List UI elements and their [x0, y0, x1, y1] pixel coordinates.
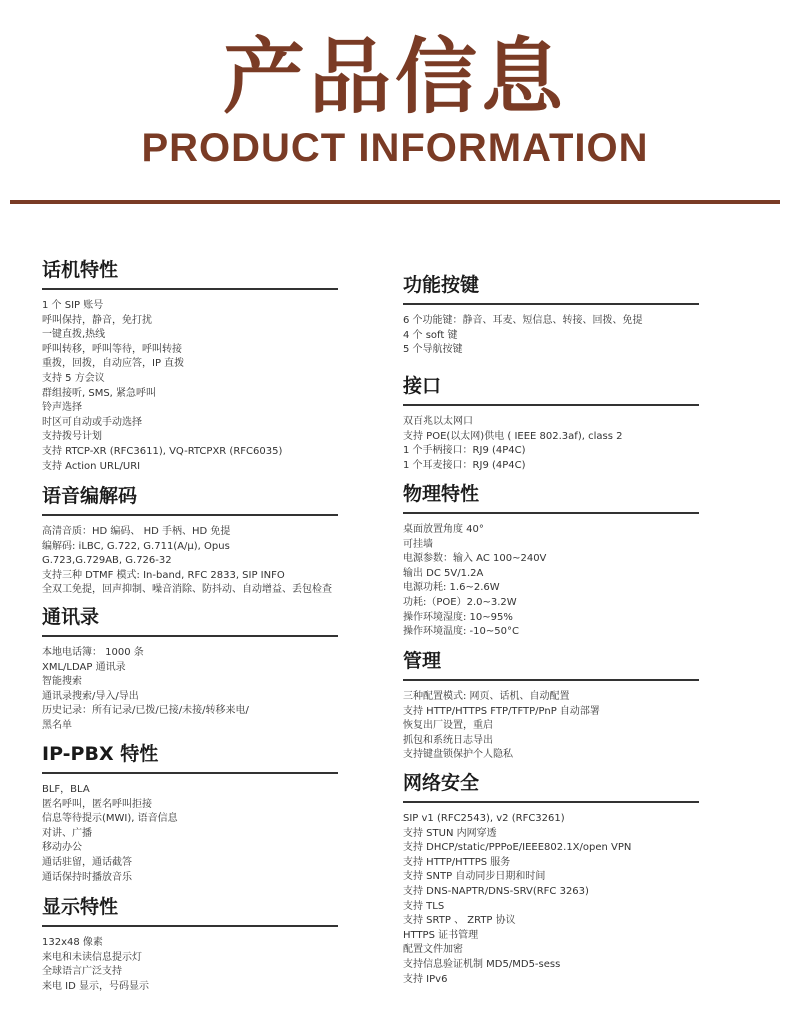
list-item: XML/LDAP 通讯录	[42, 661, 126, 673]
page-title-en: PRODUCT INFORMATION	[141, 126, 649, 170]
list-item: 来电 ID 显示，号码显示	[42, 980, 150, 992]
item-list	[403, 314, 699, 358]
list-item: 电源参数：输入 AC 100~240V	[403, 553, 547, 565]
item-list	[42, 299, 338, 474]
list-item: 呼叫转移，呼叫等待，呼叫转接	[42, 343, 182, 355]
list-item: 桌面放置角度 40°	[403, 524, 484, 535]
item-list	[403, 690, 699, 763]
section-network-security	[403, 770, 699, 987]
list-item: 支持 STUN 内网穿透	[403, 827, 497, 839]
list-item: 支持 Action URL/URI	[42, 460, 141, 472]
list-item: 功耗:（POE）2.0~3.2W	[403, 596, 517, 608]
list-item: 输出 DC 5V/1.2A	[403, 567, 484, 579]
list-item: 一键直拨,热线	[42, 329, 106, 341]
list-item: 抓包和系统日志导出	[403, 734, 493, 746]
list-item: 操作环境温度: -10~50°C	[403, 626, 519, 638]
list-item: 可挂墙	[403, 538, 433, 550]
item-list	[403, 523, 699, 640]
list-item: 通话保持时播放音乐	[42, 871, 132, 883]
list-item: 呼叫保持，静音，免打扰	[42, 314, 152, 326]
list-item: 全球语言广泛支持	[42, 966, 122, 978]
list-item: 1 个 SIP 账号	[42, 300, 104, 311]
list-item: 电源功耗: 1.6~2.6W	[403, 582, 500, 594]
list-item: 黑名单	[42, 719, 72, 731]
list-item: 4 个 soft 键	[403, 329, 458, 341]
list-item: 铃声选择	[42, 402, 82, 414]
list-item: 支持 5 方会议	[42, 372, 105, 384]
list-item: 操作环境湿度: 10~95%	[403, 611, 513, 623]
list-item: 支持 DNS-NAPTR/DNS-SRV(RFC 3263)	[403, 885, 589, 897]
list-item: 来电和未读信息提示灯	[42, 951, 142, 963]
item-list	[42, 525, 338, 598]
section-physical	[403, 481, 699, 640]
list-item: G.723,G.729AB, G.726-32	[42, 555, 172, 567]
section-ippbx	[42, 741, 338, 885]
section-display	[42, 894, 338, 994]
item-list	[42, 783, 338, 885]
list-item: 支持 HTTP/HTTPS 服务	[403, 856, 511, 868]
list-item: 支持 IPv6	[403, 973, 448, 985]
list-item: 通话驻留，通话截答	[42, 856, 132, 868]
list-item: 通讯录搜索/导入/导出	[42, 690, 139, 702]
section-title: 网络安全	[403, 770, 699, 803]
section-interfaces	[403, 373, 699, 473]
list-item: 支持 TLS	[403, 900, 445, 912]
list-item: 双百兆以太网口	[403, 416, 473, 427]
section-title: 物理特性	[403, 481, 699, 514]
list-item: 支持 DHCP/static/PPPoE/IEEE802.1X/open VPN	[403, 842, 632, 854]
section-phone-features	[42, 257, 338, 474]
section-title: IP-PBX 特性	[42, 741, 338, 774]
list-item: SIP v1 (RFC2543), v2 (RFC3261)	[403, 813, 565, 824]
list-item: 5 个导航按键	[403, 344, 463, 356]
section-title: 通讯录	[42, 604, 338, 637]
section-management	[403, 648, 699, 763]
item-list	[403, 415, 699, 473]
item-list	[42, 936, 338, 994]
section-title: 功能按键	[403, 272, 699, 305]
list-item: 支持 SNTP 自动同步日期和时间	[403, 871, 546, 883]
list-item: 132x48 像素	[42, 937, 103, 948]
list-item: 支持 RTCP-XR (RFC3611), VQ-RTCPXR (RFC6035)	[42, 445, 283, 457]
list-item: 信息等待提示(MWI), 语音信息	[42, 813, 178, 825]
item-list	[403, 812, 699, 987]
list-item: 1 个手柄接口：RJ9 (4P4C)	[403, 445, 526, 457]
list-item: HTTPS 证书管理	[403, 929, 479, 941]
list-item: 全双工免提，回声抑制、噪音消除、防抖动、自动增益、丢包检查	[42, 584, 332, 596]
section-title: 接口	[403, 373, 699, 406]
list-item: 编解码: iLBC, G.722, G.711(A/μ), Opus	[42, 540, 230, 552]
title-divider	[10, 200, 780, 204]
list-item: 支持三种 DTMF 模式: In-band, RFC 2833, SIP INFO	[42, 569, 285, 581]
list-item: 6 个功能键：静音、耳麦、短信息、转接、回拨、免提	[403, 315, 643, 326]
list-item: 1 个耳麦接口：RJ9 (4P4C)	[403, 459, 526, 471]
section-title: 话机特性	[42, 257, 338, 290]
list-item: 高清音质：HD 编码、 HD 手柄、HD 免提	[42, 526, 231, 537]
list-item: 支持拨号计划	[42, 431, 102, 443]
list-item: 移动办公	[42, 842, 82, 854]
list-item: 对讲、广播	[42, 827, 92, 839]
section-title: 显示特性	[42, 894, 338, 927]
section-audio-codec	[42, 483, 338, 598]
list-item: 历史记录：所有记录/已拨/已接/未接/转移来电/	[42, 705, 249, 717]
section-function-keys	[403, 272, 699, 358]
list-item: 时区可自动或手动选择	[42, 416, 142, 428]
section-title: 语音编解码	[42, 483, 338, 516]
list-item: 重拨，回拨，自动应答，IP 直拨	[42, 358, 185, 370]
section-phonebook	[42, 604, 338, 734]
list-item: 支持信息验证机制 MD5/MD5-sess	[403, 958, 561, 970]
item-list	[42, 646, 338, 734]
list-item: 三种配置模式: 网页、话机、自动配置	[403, 691, 570, 702]
page-title-cn: 产品信息	[222, 30, 567, 125]
list-item: 智能搜索	[42, 676, 82, 688]
list-item: 群组接听, SMS, 紧急呼叫	[42, 387, 157, 399]
list-item: 支持 POE(以太网)供电 ( IEEE 802.3af), class 2	[403, 430, 623, 442]
list-item: 本地电话簿： 1000 条	[42, 647, 144, 658]
list-item: 匿名呼叫，匿名呼叫拒接	[42, 798, 152, 810]
list-item: BLF，BLA	[42, 784, 90, 795]
section-title: 管理	[403, 648, 699, 681]
list-item: 配置文件加密	[403, 944, 463, 956]
list-item: 支持 SRTP 、 ZRTP 协议	[403, 915, 516, 927]
list-item: 恢复出厂设置，重启	[403, 720, 493, 732]
list-item: 支持键盘锁保护个人隐私	[403, 749, 513, 761]
list-item: 支持 HTTP/HTTPS FTP/TFTP/PnP 自动部署	[403, 705, 600, 717]
